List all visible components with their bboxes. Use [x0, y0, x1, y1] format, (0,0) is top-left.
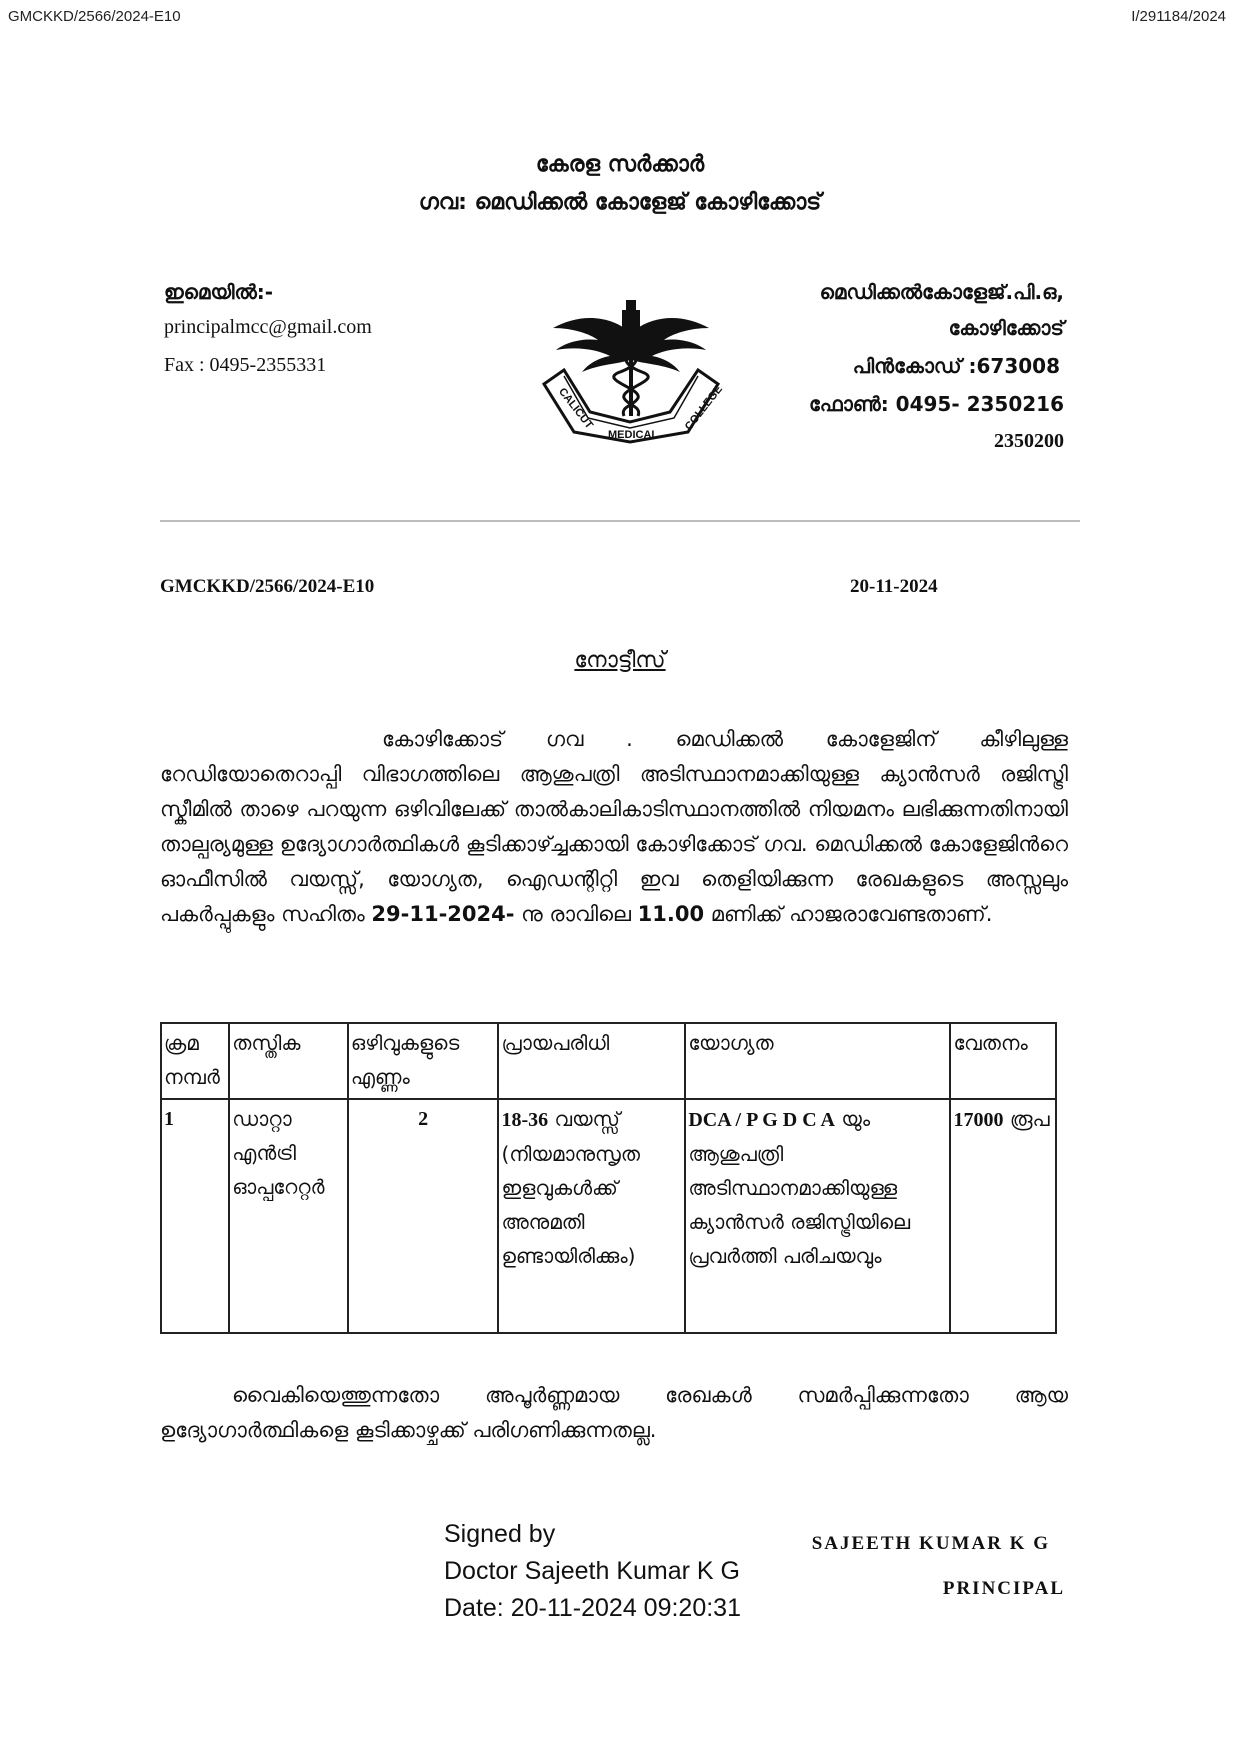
header-vacancies: ഒഴിവുകളുടെ എണ്ണം	[348, 1023, 499, 1099]
signature-line1: Signed by	[444, 1520, 556, 1548]
notice-paragraph-1	[160, 722, 1068, 932]
para1-end: മണിക്ക് ഹാജരാവേണ്ടതാണ്.	[704, 902, 993, 926]
notice-title	[0, 648, 1240, 673]
reference-date: 20-11-2024	[850, 576, 938, 597]
vacancy-table	[160, 1022, 1057, 1334]
qualification-note: യും ആശുപത്രി അടിസ്ഥാനമാക്കിയുള്ള ക്യാൻസർ രജിസ്ട്രിയിലെ പ്രവർത്തി പരിചയവും	[688, 1107, 911, 1268]
phone-line1: ഫോൺ: 0495- 2350216	[809, 392, 1064, 416]
header-qualification: യോഗ്യത	[685, 1023, 950, 1099]
address-line2: കോഴിക്കോട്	[948, 316, 1064, 340]
page-header-ref-right: I/291184/2024	[1131, 8, 1226, 25]
reference-number: GMCKKD/2566/2024-E10	[160, 576, 375, 597]
pincode: പിൻകോഡ് :673008	[852, 354, 1060, 378]
fax-number: Fax : 0495-2355331	[164, 354, 327, 376]
para1-time: 11.00	[637, 902, 705, 926]
emblem-text-college: COLLEGE	[682, 383, 724, 433]
emblem-text-medical: MEDICAL	[608, 429, 659, 441]
emblem-text-calicut: CALICUT	[555, 385, 596, 432]
cell-post: ഡാറ്റാ എൻട്രി ഓപ്പറേറ്റർ	[229, 1099, 348, 1333]
header-serial-no: ക്രമ നമ്പർ	[161, 1023, 229, 1099]
notice-paragraph-2: വൈകിയെത്തുന്നതോ അപൂർണ്ണമായ രേഖകൾ സമർപ്പിക്കുന്നതോ ആയ ഉദ്യോഗാർത്ഥികളെ കൂടിക്കാഴ്ചക്ക് പരിഗണിക്കുന്നതല്ല.	[160, 1383, 1068, 1442]
table-row	[161, 1099, 1056, 1333]
salary-unit: രൂപ	[1003, 1107, 1050, 1131]
cell-qualification	[685, 1099, 950, 1333]
cell-age-limit	[498, 1099, 685, 1333]
email-address: principalmcc@gmail.com	[164, 316, 372, 338]
notice-title-text: നോട്ടീസ്	[574, 648, 666, 673]
phone-line2: 2350200	[994, 430, 1064, 452]
signature-line2: Doctor Sajeeth Kumar K G	[444, 1557, 740, 1585]
letterhead-divider	[160, 520, 1080, 522]
cell-vacancies: 2	[348, 1099, 499, 1333]
college-emblem-icon	[538, 294, 724, 444]
age-note: വയസ്സ് (നിയമാനുസൃത ഇളവുകൾക്ക് അനുമതി ഉണ്ടായിരിക്കും)	[501, 1107, 640, 1268]
para1-mid: നു രാവിലെ	[514, 902, 638, 926]
cell-serial-no: 1	[161, 1099, 229, 1333]
cell-salary	[950, 1099, 1056, 1333]
header-salary: വേതനം	[950, 1023, 1056, 1099]
signatory-name: SAJEETH KUMAR K G	[811, 1533, 1050, 1554]
para1-date: 29-11-2024-	[371, 902, 515, 926]
signature-line3: Date: 20-11-2024 09:20:31	[444, 1594, 741, 1622]
page-header-ref-left: GMCKKD/2566/2024-E10	[8, 8, 181, 25]
address-line1: മെഡിക്കൽകോളേജ്.പി.ഒ,	[819, 280, 1064, 304]
letterhead-title-line1: കേരള സർക്കാർ	[535, 152, 705, 177]
table-header-row	[161, 1023, 1056, 1099]
salary-amount: 17000	[953, 1109, 1004, 1131]
letterhead-title-line2: ഗവ: മെഡിക്കൽ കോളേജ് കോഴിക്കോട്	[418, 190, 822, 215]
para1-text: കോഴിക്കോട് ഗവ . മെഡിക്കൽ കോളേജിന് കീഴിലുള്ള റേഡിയോതെറാപ്പി വിഭാഗത്തിലെ ആശുപത്രി അടിസ്ഥാനമാക്കിയുള്ള ക്യാൻസർ രജിസ്ട്രി സ്കീമിൽ താഴെ പറയുന്ന ഒഴിവിലേക്ക് താൽകാലികാടിസ്ഥാനത്തിൽ നിയമനം ലഭിക്കുന്നതിനായി താല്പര്യമുള്ള ഉദ്യോഗാർത്ഥികൾ കൂടിക്കാഴ്ച്ചക്കായി കോഴിക്കോട് ഗവ. മെഡിക്കൽ കോളേജിൻറെ ഓഫീസിൽ വയസ്സ്, യോഗ്യത, ഐഡന്റിറ്റി ഇവ തെളിയിക്കുന്ന രേഖകളുടെ അസ്സലും പകർപ്പുകളും സഹിതം	[160, 727, 1068, 926]
age-range: 18-36	[501, 1109, 549, 1131]
qualification-degree: DCA / P G D C A	[688, 1109, 835, 1131]
email-label: ഇമെയിൽ:-	[164, 280, 274, 304]
signatory-designation: PRINCIPAL	[942, 1578, 1065, 1599]
header-post: തസ്തിക	[229, 1023, 348, 1099]
header-age-limit: പ്രായപരിധി	[498, 1023, 685, 1099]
digital-signature-block	[444, 1516, 741, 1627]
